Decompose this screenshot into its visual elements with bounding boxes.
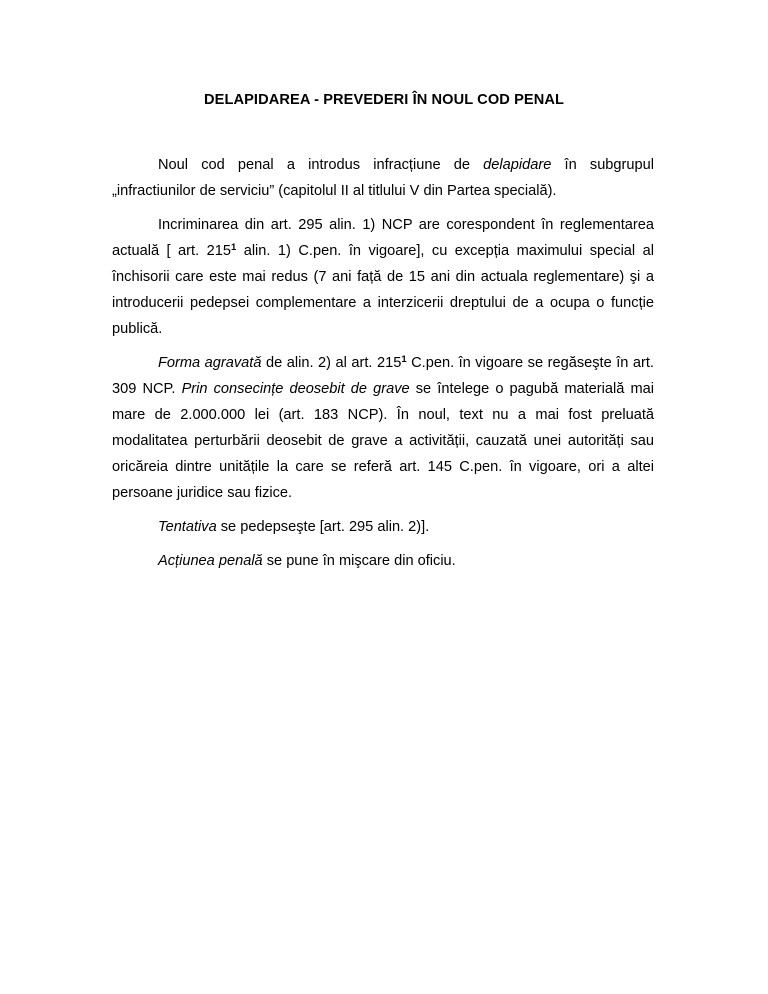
paragraph-3: [112, 350, 654, 506]
p3-text-b: de alin. 2) al art. 215: [261, 355, 402, 371]
paragraph-4: [112, 514, 654, 540]
p2-superscript: 1: [230, 242, 237, 253]
p5-text-b: se pune în mişcare din oficiu.: [262, 553, 456, 569]
p3-text-e: se întelege o pagubă materială mai mare de 2.000.000 lei (art. 183 NCP). În noul, text nu a mai fost preluată modalitatea perturbării deosebit de grave a activității, cauzată unei autorități sau oricăreia dintre unitățile la care se referă art. 145 C.pen. în vigoare, ori a altei persoane juridice sau fizice.: [112, 381, 654, 501]
p5-italic-term: Acțiunea penală: [158, 553, 263, 569]
p3-italic-phrase: Prin consecințe deosebit de grave: [181, 381, 410, 397]
p1-text-c: în subgrupul „infractiunilor de serviciu” (capitolul II al titlului V din Partea specială).: [112, 157, 654, 199]
p1-italic-term: delapidare: [483, 157, 552, 173]
p3-italic-term: Forma agravată: [158, 355, 262, 371]
document-title: DELAPIDAREA - PREVEDERI ÎN NOUL COD PENAL: [203, 92, 565, 108]
paragraph-1: [112, 152, 654, 204]
p4-text-b: se pedepseşte [art. 295 alin. 2)].: [216, 519, 430, 535]
paragraph-5: [112, 548, 654, 574]
p1-text-a: Noul cod penal a introdus infracțiune de: [158, 157, 484, 173]
p2-text-a: Incriminarea din art. 295 alin. 1) NCP are corespondent în reglementarea actuală [ art. 215: [112, 217, 654, 259]
p4-italic-term: Tentativa: [158, 519, 217, 535]
paragraph-2: [112, 212, 654, 342]
p2-text-b: alin. 1) C.pen. în vigoare], cu excepția maximului special al închisorii care este mai redus (7 ani față de 15 ani din actuala reglementare) şi a introducerii pedepsei complementare a interzicerii dreptului de a ocupa o funcție publică.: [112, 243, 654, 337]
p3-text-c: C.pen. în vigoare se regăseşte în art. 309 NCP.: [112, 355, 654, 397]
p3-superscript: 1: [401, 354, 407, 365]
document-body: [112, 152, 654, 582]
